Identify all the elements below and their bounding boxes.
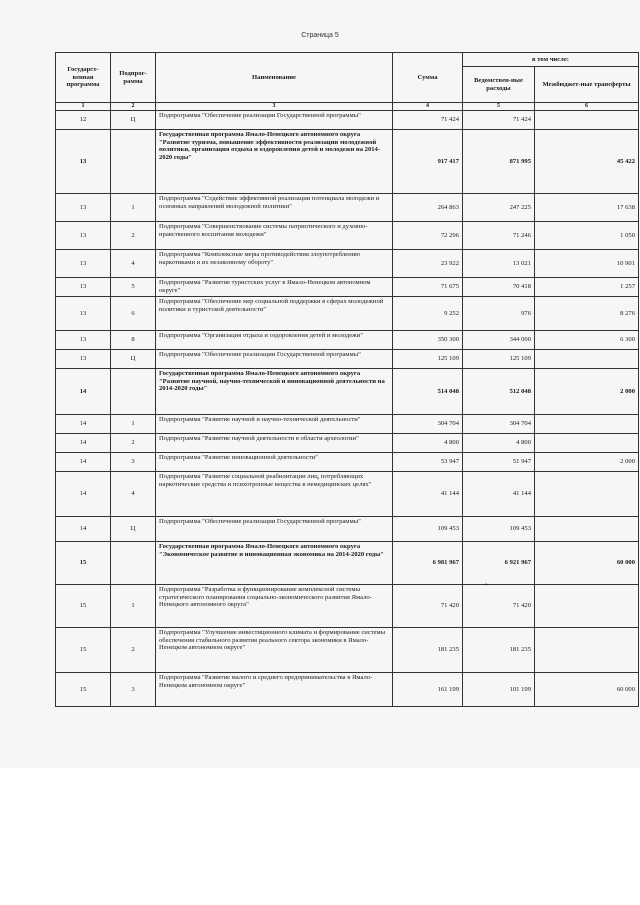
cell-name: Подпрограмма "Развитие туристских услуг в Ямало-Ненецком автономном округе" xyxy=(156,278,393,297)
cell-departmental-expenses: 71 420 xyxy=(463,585,535,628)
cell-name: Подпрограмма "Обеспечение мер социальной поддержки в сферах молодежной политики и туристской деятельности" xyxy=(156,297,393,331)
cell-departmental-expenses: 304 704 xyxy=(463,415,535,434)
table-row xyxy=(56,585,639,628)
table-row xyxy=(56,278,639,297)
cell-interbudget-transfers xyxy=(535,585,639,628)
cell-state-program: 15 xyxy=(56,542,111,585)
cell-departmental-expenses: 512 048 xyxy=(463,369,535,415)
table-row xyxy=(56,331,639,350)
cell-subprogram: 1 xyxy=(111,194,156,222)
cell-state-program: 12 xyxy=(56,111,111,130)
cell-interbudget-transfers xyxy=(535,517,639,542)
cell-sum: 109 453 xyxy=(393,517,463,542)
table-row xyxy=(56,350,639,369)
cell-name: Подпрограмма "Совершенствование системы патриотического и духовно-нравственного воспитания молодежи" xyxy=(156,222,393,250)
table-row xyxy=(56,453,639,472)
cell-name: Подпрограмма "Обеспечение реализации Государственной программы" xyxy=(156,111,393,130)
cell-sum: 9 252 xyxy=(393,297,463,331)
cell-state-program: 14 xyxy=(56,453,111,472)
cell-interbudget-transfers: 60 000 xyxy=(535,542,639,585)
table-row xyxy=(56,415,639,434)
cell-state-program: 14 xyxy=(56,369,111,415)
cell-interbudget-transfers xyxy=(535,350,639,369)
table-row xyxy=(56,472,639,517)
cell-sum: 6 981 967 xyxy=(393,542,463,585)
cell-subprogram xyxy=(111,130,156,194)
header-including: в том числе: xyxy=(463,53,639,67)
column-index: 3 xyxy=(156,103,393,111)
cell-state-program: 13 xyxy=(56,278,111,297)
table-row xyxy=(56,194,639,222)
cell-name: Подпрограмма "Разработка и функционирование комплексной системы стратегического планирования социально-экономического развития Ямало-Ненецкого автономного округа" xyxy=(156,585,393,628)
column-index: 6 xyxy=(535,103,639,111)
cell-subprogram: 1 xyxy=(111,415,156,434)
table-row xyxy=(56,673,639,707)
cell-departmental-expenses: 125 109 xyxy=(463,350,535,369)
cell-departmental-expenses: 70 418 xyxy=(463,278,535,297)
table-row xyxy=(56,130,639,194)
cell-state-program: 15 xyxy=(56,585,111,628)
cell-subprogram: 4 xyxy=(111,472,156,517)
cell-subprogram: Ц xyxy=(111,517,156,542)
table-row xyxy=(56,222,639,250)
cell-subprogram: 8 xyxy=(111,331,156,350)
cell-state-program: 13 xyxy=(56,331,111,350)
table-body xyxy=(56,111,639,707)
cell-subprogram: 2 xyxy=(111,222,156,250)
cell-interbudget-transfers: 8 276 xyxy=(535,297,639,331)
cell-interbudget-transfers xyxy=(535,111,639,130)
cell-subprogram: 1 xyxy=(111,585,156,628)
header-interbudget-transfers: Межбюджет-ные трансферты xyxy=(535,67,639,103)
cell-subprogram: 3 xyxy=(111,453,156,472)
cell-departmental-expenses: 71 246 xyxy=(463,222,535,250)
header-subprogram: Подпрог-рамма xyxy=(111,53,156,103)
cell-departmental-expenses: 101 199 xyxy=(463,673,535,707)
cell-sum: 514 048 xyxy=(393,369,463,415)
column-index: 5 xyxy=(463,103,535,111)
cell-name: Подпрограмма "Комплексные меры противодействия злоупотреблению наркотиками и их незаконному обороту" xyxy=(156,250,393,278)
table-row xyxy=(56,542,639,585)
table-row xyxy=(56,297,639,331)
cell-sum: 23 922 xyxy=(393,250,463,278)
cell-sum: 350 300 xyxy=(393,331,463,350)
column-index: 2 xyxy=(111,103,156,111)
cell-name: Государственная программа Ямало-Ненецкого автономного округа "Развитие туризма, повышение эффективности реализации молодежной политики, организация отдыха и оздоровления детей и молодежи на 2014-2020 годы" xyxy=(156,130,393,194)
ink-mark: • xyxy=(485,581,488,589)
cell-state-program: 15 xyxy=(56,673,111,707)
cell-state-program: 13 xyxy=(56,194,111,222)
cell-interbudget-transfers xyxy=(535,472,639,517)
cell-departmental-expenses: 6 921 967 xyxy=(463,542,535,585)
cell-sum: 71 675 xyxy=(393,278,463,297)
cell-name: Подпрограмма "Улучшение инвестиционного климата и формирование системы обеспечения стабильного развития реального сектора экономики в Ямало-Ненецком автономном округе" xyxy=(156,628,393,673)
cell-state-program: 14 xyxy=(56,415,111,434)
header-departmental-expenses: Ведомствен-ные расходы xyxy=(463,67,535,103)
table-row xyxy=(56,111,639,130)
cell-sum: 71 420 xyxy=(393,585,463,628)
column-index-row xyxy=(56,103,639,111)
cell-sum: 181 235 xyxy=(393,628,463,673)
cell-interbudget-transfers: 2 000 xyxy=(535,369,639,415)
cell-name: Подпрограмма "Обеспечение реализации Государственной программы" xyxy=(156,350,393,369)
cell-name: Подпрограмма "Развитие научной и научно-технической деятельности" xyxy=(156,415,393,434)
cell-sum: 71 424 xyxy=(393,111,463,130)
cell-interbudget-transfers: 6 300 xyxy=(535,331,639,350)
cell-subprogram: Ц xyxy=(111,350,156,369)
page-number-label: Страница 5 xyxy=(301,32,339,39)
cell-state-program: 14 xyxy=(56,434,111,453)
cell-subprogram: 3 xyxy=(111,673,156,707)
header-state-program: Государст-венная программа xyxy=(56,53,111,103)
budget-table xyxy=(55,52,639,707)
cell-interbudget-transfers: 17 638 xyxy=(535,194,639,222)
cell-state-program: 13 xyxy=(56,297,111,331)
cell-name: Подпрограмма "Развитие научной деятельности в области археологии" xyxy=(156,434,393,453)
cell-interbudget-transfers xyxy=(535,415,639,434)
table-row xyxy=(56,434,639,453)
cell-name: Подпрограмма "Организация отдыха и оздоровления детей и молодежи" xyxy=(156,331,393,350)
cell-subprogram xyxy=(111,542,156,585)
cell-name: Подпрограмма "Развитие малого и среднего предпринимательства в Ямало-Ненецком автономном округе" xyxy=(156,673,393,707)
table-row xyxy=(56,628,639,673)
cell-sum: 264 863 xyxy=(393,194,463,222)
cell-departmental-expenses: 247 225 xyxy=(463,194,535,222)
cell-interbudget-transfers: 60 000 xyxy=(535,673,639,707)
cell-departmental-expenses: 4 800 xyxy=(463,434,535,453)
cell-departmental-expenses: 51 947 xyxy=(463,453,535,472)
cell-sum: 72 296 xyxy=(393,222,463,250)
cell-sum: 41 144 xyxy=(393,472,463,517)
cell-name: Государственная программа Ямало-Ненецкого автономного округа "Экономическое развитие и инновационная экономика на 2014-2020 годы" xyxy=(156,542,393,585)
cell-subprogram: Ц xyxy=(111,111,156,130)
cell-name: Подпрограмма "Содействие эффективной реализации потенциала молодежи и основных направлений молодежной политики" xyxy=(156,194,393,222)
cell-subprogram: 2 xyxy=(111,628,156,673)
cell-sum: 161 199 xyxy=(393,673,463,707)
cell-departmental-expenses: 871 995 xyxy=(463,130,535,194)
cell-state-program: 13 xyxy=(56,250,111,278)
cell-interbudget-transfers: 1 257 xyxy=(535,278,639,297)
cell-departmental-expenses: 109 453 xyxy=(463,517,535,542)
cell-state-program: 13 xyxy=(56,130,111,194)
cell-departmental-expenses: 71 424 xyxy=(463,111,535,130)
cell-interbudget-transfers: 1 050 xyxy=(535,222,639,250)
cell-state-program: 13 xyxy=(56,350,111,369)
header-name: Наименование xyxy=(156,53,393,103)
cell-name: Государственная программа Ямало-Ненецкого автономного округа "Развитие научной, научно-технической и инновационной деятельности на 2014-2020 годы" xyxy=(156,369,393,415)
cell-sum: 304 704 xyxy=(393,415,463,434)
cell-interbudget-transfers xyxy=(535,628,639,673)
cell-name: Подпрограмма "Развитие инновационной деятельности" xyxy=(156,453,393,472)
cell-subprogram: 5 xyxy=(111,278,156,297)
cell-subprogram: 4 xyxy=(111,250,156,278)
cell-state-program: 13 xyxy=(56,222,111,250)
cell-state-program: 15 xyxy=(56,628,111,673)
cell-departmental-expenses: 13 021 xyxy=(463,250,535,278)
cell-departmental-expenses: 976 xyxy=(463,297,535,331)
cell-state-program: 14 xyxy=(56,472,111,517)
cell-interbudget-transfers: 2 000 xyxy=(535,453,639,472)
table-row xyxy=(56,517,639,542)
table-row xyxy=(56,250,639,278)
cell-departmental-expenses: 41 144 xyxy=(463,472,535,517)
cell-subprogram: 6 xyxy=(111,297,156,331)
cell-name: Подпрограмма "Обеспечение реализации Государственной программы" xyxy=(156,517,393,542)
column-index: 4 xyxy=(393,103,463,111)
cell-sum: 4 800 xyxy=(393,434,463,453)
cell-state-program: 14 xyxy=(56,517,111,542)
cell-interbudget-transfers: 45 422 xyxy=(535,130,639,194)
cell-sum: 53 947 xyxy=(393,453,463,472)
cell-sum: 125 109 xyxy=(393,350,463,369)
cell-subprogram xyxy=(111,369,156,415)
cell-name: Подпрограмма "Развитие социальной реабилитации лиц, потребляющих наркотические средства и психотропные вещества в немедицинских целях" xyxy=(156,472,393,517)
table-header xyxy=(56,53,639,111)
table-row xyxy=(56,369,639,415)
cell-interbudget-transfers: 10 901 xyxy=(535,250,639,278)
cell-sum: 917 417 xyxy=(393,130,463,194)
cell-interbudget-transfers xyxy=(535,434,639,453)
cell-subprogram: 2 xyxy=(111,434,156,453)
cell-departmental-expenses: 344 000 xyxy=(463,331,535,350)
cell-departmental-expenses: 181 235 xyxy=(463,628,535,673)
column-index: 1 xyxy=(56,103,111,111)
header-sum: Сумма xyxy=(393,53,463,103)
